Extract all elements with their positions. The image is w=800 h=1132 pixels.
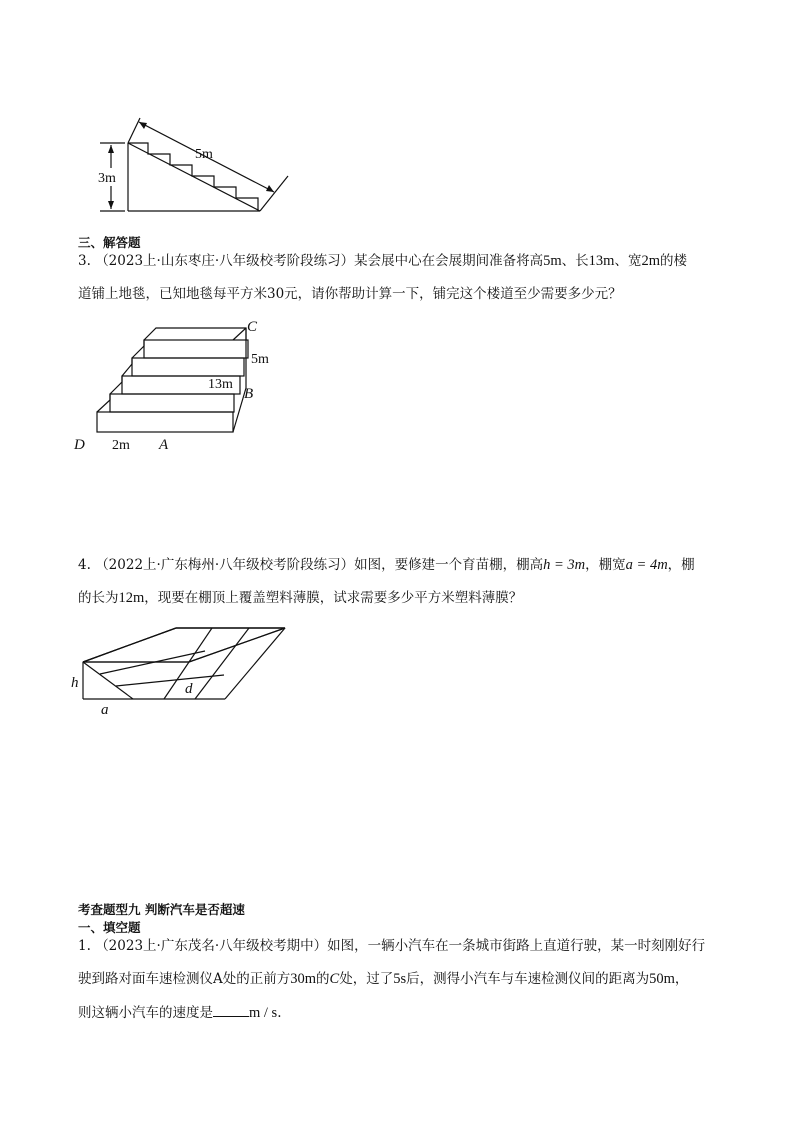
height-arrow-down xyxy=(108,201,114,209)
q1-dist2: 50m xyxy=(649,971,675,987)
slope-extension-bottom xyxy=(260,176,288,211)
height-arrow-up xyxy=(108,145,114,153)
q3-length: 13m xyxy=(588,253,615,269)
q3-width: 2m xyxy=(641,253,660,269)
greenhouse-roof-grid xyxy=(83,628,285,662)
q3-source: （2023上·山东枣庄·八年级校考阶段练习） xyxy=(95,253,355,269)
q4-number: 4. xyxy=(78,557,91,573)
q1-point: C xyxy=(329,971,340,987)
q4-line2: 的长为12m，现要在棚顶上覆盖塑料薄膜，试求需要多少平方米塑料薄膜？ xyxy=(78,590,523,606)
q3-height: 5m xyxy=(543,253,562,269)
q1-time: 5s xyxy=(393,971,407,987)
point-a-label: A xyxy=(159,437,169,453)
q4-h-expr: h = 3m xyxy=(543,557,586,573)
label-d: d xyxy=(185,681,193,697)
slope-stairs-figure xyxy=(90,110,300,220)
q1-line2: 驶到路对面车速检测仪A处的正前方30m的C处，过了5s后，测得小汽车与车速检测仪间的距离为50m， xyxy=(78,971,689,987)
q1-unit: m / s xyxy=(249,1005,278,1021)
q4-length: 12m xyxy=(118,590,145,606)
slope-height-label: 3m xyxy=(98,171,116,186)
width-2m-label: 2m xyxy=(112,438,130,453)
length-13m-label: 13m xyxy=(208,377,233,392)
q1-dist1: 30m xyxy=(290,971,317,987)
q3-line1: 3. （2023上·山东枣庄·八年级校考阶段练习）某会展中心在会展期间准备将高5m、长13m、宽2m的楼 xyxy=(78,253,687,269)
label-a: a xyxy=(101,702,109,718)
q1-source: （2023上·广东茂名·八年级校考期中） xyxy=(95,938,328,954)
point-c-label: C xyxy=(247,319,258,335)
type9-subtitle: 一、填空题 xyxy=(78,920,141,935)
q4-source: （2022上·广东梅州·八年级校考阶段练习） xyxy=(95,557,355,573)
answer-blank[interactable] xyxy=(213,1004,249,1017)
height-5m-label: 5m xyxy=(251,352,269,367)
q4-line1: 4. （2022上·广东梅州·八年级校考阶段练习）如图，要修建一个育苗棚，棚高h = 3m，棚宽a = 4m，棚 xyxy=(78,557,695,573)
q1-line3: 则这辆小汽车的速度是 m / s. xyxy=(78,1005,282,1021)
section-title: 三、解答题 xyxy=(78,235,141,250)
label-h: h xyxy=(71,675,79,691)
q3-number: 3. xyxy=(78,253,91,269)
q3-line2: 道铺上地毯，已知地毯每平方米30元，请你帮助计算一下，铺完这个楼道至少需要多少元？ xyxy=(78,286,622,302)
q4-a-expr: a = 4m xyxy=(625,557,668,573)
q1-number: 1. xyxy=(78,938,91,954)
point-d-label: D xyxy=(74,437,85,453)
q1-line1: 1. （2023上·广东茂名·八年级校考期中）如图，一辆小汽车在一条城市街路上直道行驶，某一时刻刚好行 xyxy=(78,938,706,954)
staircase-figure xyxy=(70,318,290,456)
greenhouse-figure xyxy=(65,620,305,720)
slope-extension-top xyxy=(128,118,140,143)
point-b-label: B xyxy=(244,386,254,402)
slope-length-label: 5m xyxy=(195,147,213,162)
type9-title: 考查题型九 判断汽车是否超速 xyxy=(78,902,245,917)
